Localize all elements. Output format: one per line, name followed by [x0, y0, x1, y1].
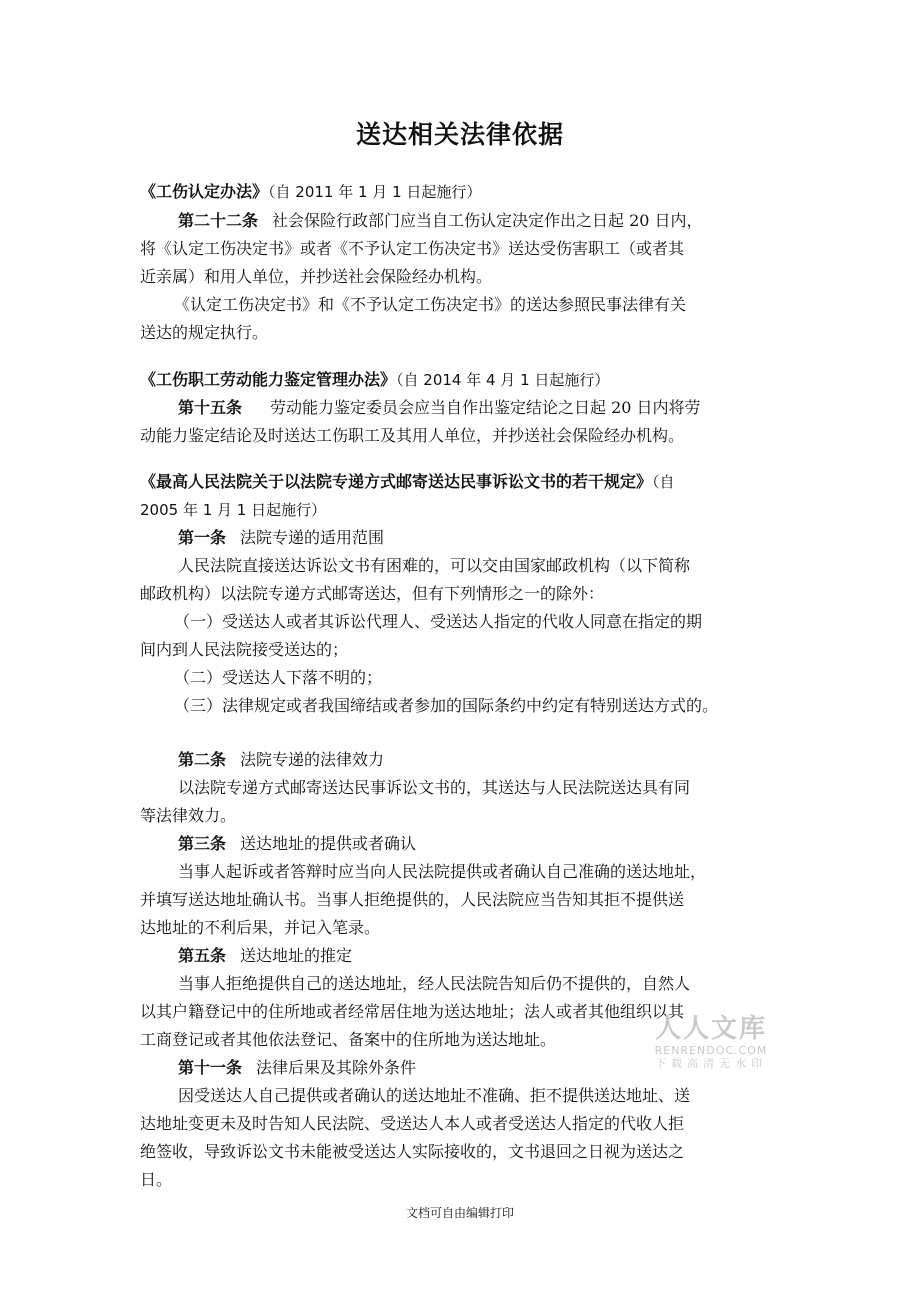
- paragraph-text: 社会保险行政部门应当自工伤认定决定作出之日起 20 日内，: [272, 211, 703, 230]
- paragraph-line: 日。: [140, 1170, 173, 1189]
- article-number: 第一条: [178, 528, 227, 547]
- paragraph-line: （三）法律规定或者我国缔结或者参加的国际条约中约定有特别送达方式的。: [174, 696, 719, 715]
- law-effective-date: （自 2014 年 4 月 1 日起施行）: [396, 371, 610, 389]
- article-15-line-1: [178, 396, 701, 420]
- paragraph-line: 《认定工伤决定书》和《不予认定工伤决定书》的送达参照民事法律有关: [174, 295, 687, 314]
- watermark-logo-text: 人人文库: [654, 1014, 767, 1044]
- page-footer: 文档可自由编辑打印: [405, 1206, 514, 1220]
- article-heading: 法律后果及其除外条件: [256, 1058, 417, 1077]
- paragraph-text: 劳动能力鉴定委员会应当自作出鉴定结论之日起 20 日内将劳: [270, 398, 701, 417]
- paragraph-line: 动能力鉴定结论及时送达工伤职工及其用人单位，并抄送社会保险经办机构。: [140, 426, 685, 445]
- article-number: 第十一条: [178, 1058, 243, 1077]
- page-title: 送达相关法律依据: [355, 120, 564, 149]
- article-number: 第三条: [178, 834, 227, 853]
- paragraph-line: 工商登记或者其他依法登记、备案中的住所地为送达地址。: [140, 1030, 557, 1049]
- paragraph-line: 当事人起诉或者答辩时应当向人民法院提供或者确认自己准确的送达地址，: [178, 862, 707, 881]
- article-1-heading: [178, 526, 384, 550]
- article-heading: 送达地址的提供或者确认: [240, 834, 417, 853]
- paragraph-line: 间内到人民法院接受送达的；: [140, 640, 349, 659]
- article-22-line-1: [178, 209, 703, 233]
- paragraph-line: 邮政机构）以法院专递方式邮寄送达，但有下列情形之一的除外：: [140, 584, 605, 603]
- watermark-url: RENRENDOC.COM: [654, 1044, 768, 1057]
- article-number: 第二条: [178, 750, 227, 769]
- paragraph-line: 将《认定工伤决定书》或者《不予认定工伤决定书》送达受伤害职工（或者其: [140, 239, 685, 258]
- paragraph-line: 送达的规定执行。: [140, 323, 269, 342]
- law-heading-2: [140, 368, 609, 392]
- law-title: 《最高人民法院关于以法院专递方式邮寄送达民事诉讼文书的若干规定》: [140, 472, 653, 491]
- paragraph-line: 当事人拒绝提供自己的送达地址，经人民法院告知后仍不提供的，自然人: [178, 974, 691, 993]
- paragraph-line: 并填写送达地址确认书。当事人拒绝提供的，人民法院应当告知其拒不提供送: [140, 890, 685, 909]
- law-effective-date: （自: [652, 473, 675, 491]
- paragraph-line: 等法律效力。: [140, 806, 237, 825]
- paragraph-line: 达地址变更未及时告知人民法院、受送达人本人或者受送达人指定的代收人拒: [140, 1114, 685, 1133]
- law-heading-3: [140, 470, 675, 494]
- law-heading-1: [140, 180, 481, 204]
- paragraph-line: 以其户籍登记中的住所地或者经常居住地为送达地址；法人或者其他组织以其: [140, 1002, 685, 1021]
- paragraph-line: （一）受送达人或者其诉讼代理人、受送达人指定的代收人同意在指定的期: [174, 612, 703, 631]
- paragraph-line: 人民法院直接送达诉讼文书有困难的，可以交由国家邮政机构（以下简称: [178, 556, 691, 575]
- law-effective-date-cont: 2005 年 1 月 1 日起施行）: [140, 501, 327, 519]
- article-3-heading: [178, 832, 416, 856]
- paragraph-line: 以法院专递方式邮寄送达民事诉讼文书的，其送达与人民法院送达具有同: [178, 778, 691, 797]
- watermark-tagline: 下载高清无水印: [655, 1057, 767, 1070]
- paragraph-line: （二）受送达人下落不明的；: [174, 668, 383, 687]
- article-5-heading: [178, 944, 352, 968]
- paragraph-line: 近亲属）和用人单位，并抄送社会保险经办机构。: [140, 267, 493, 286]
- paragraph-line: 绝签收，导致诉讼文书未能被受送达人实际接收的，文书退回之日视为送达之: [140, 1142, 685, 1161]
- article-number: 第五条: [178, 946, 227, 965]
- article-2-heading: [178, 748, 384, 772]
- article-number: 第二十二条: [178, 211, 259, 230]
- article-heading: 法院专递的适用范围: [240, 528, 385, 547]
- paragraph-line: 达地址的不利后果，并记入笔录。: [140, 918, 381, 937]
- law-title: 《工伤认定办法》: [140, 182, 269, 201]
- law-effective-date: （自 2011 年 1 月 1 日起施行）: [268, 183, 482, 201]
- article-heading: 送达地址的推定: [240, 946, 353, 965]
- paragraph-line: 因受送达人自己提供或者确认的送达地址不准确、拒不提供送达地址、送: [178, 1086, 691, 1105]
- article-heading: 法院专递的法律效力: [240, 750, 385, 769]
- law-title: 《工伤职工劳动能力鉴定管理办法》: [140, 370, 397, 389]
- watermark: [648, 1014, 774, 1071]
- article-number: 第十五条: [178, 398, 243, 417]
- article-11-heading: [178, 1056, 416, 1080]
